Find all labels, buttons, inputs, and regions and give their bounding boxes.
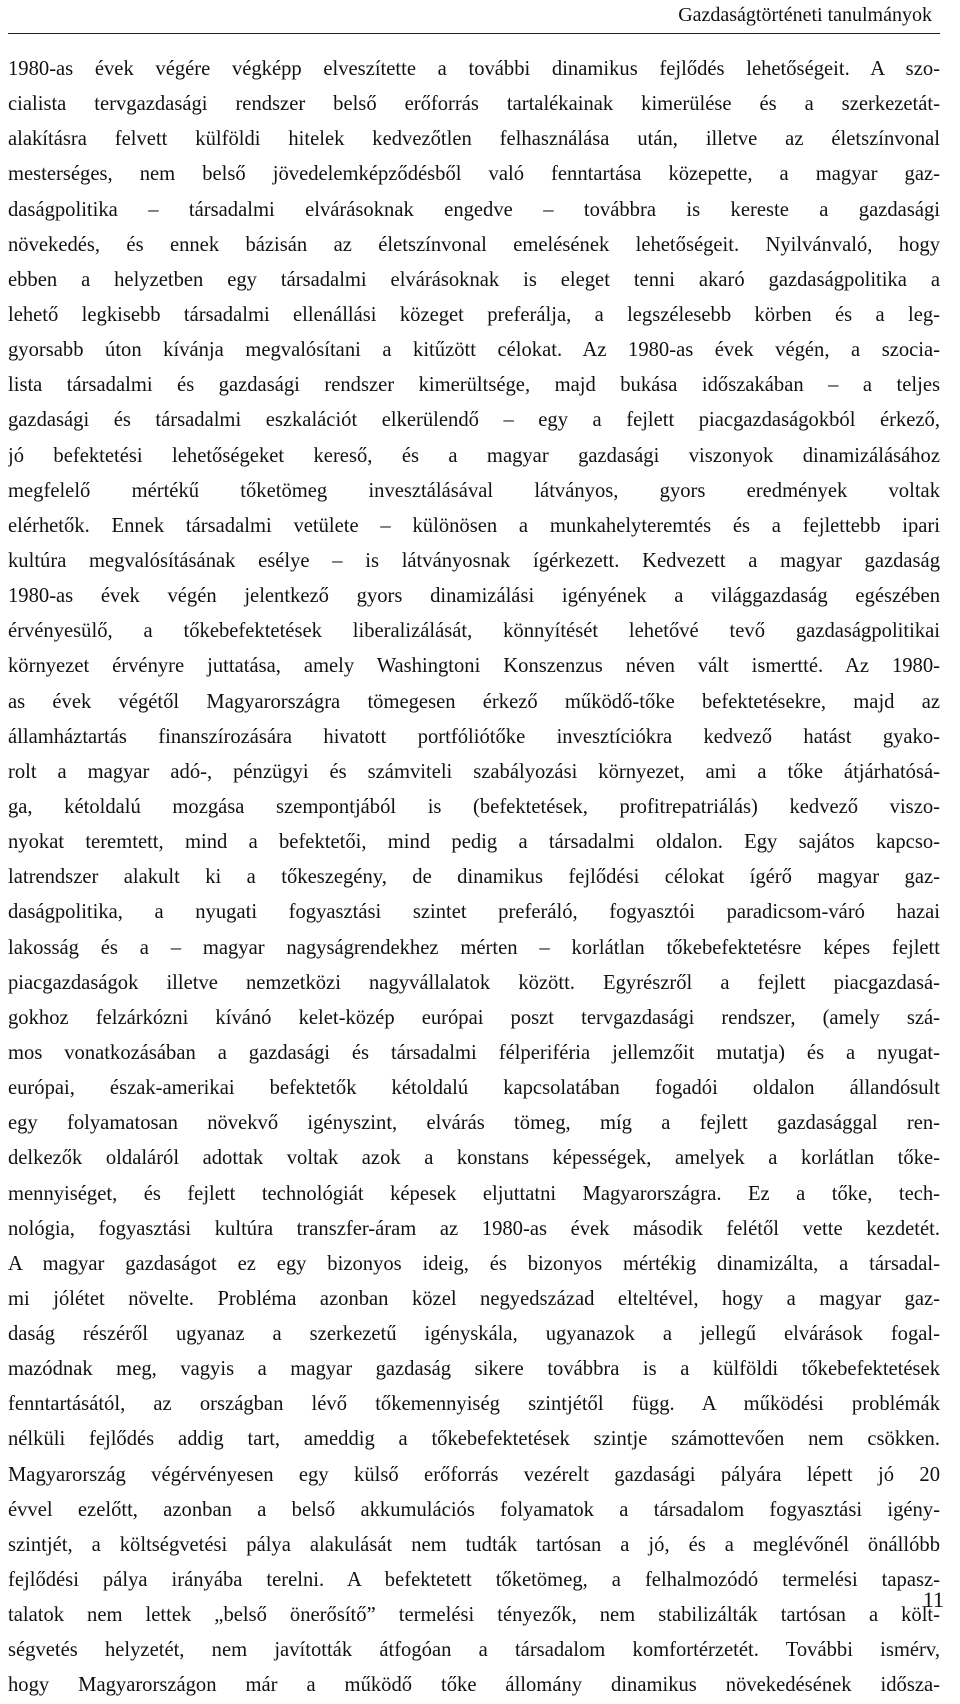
text-line: mennyiséget, és fejlett technológiát képesek eljuttatni Magyarországra. Ez a tőke, tech- <box>8 1182 940 1205</box>
text-line: gyorsabb úton kívánja megvalósítani a kitűzött célokat. Az 1980-as évek végén, a szocia- <box>8 339 940 362</box>
text-line: lakosság és a – magyar nagyságrendekhez mérten – korlátlan tőkebefektetésre képes fejlett <box>8 936 940 959</box>
text-line: lista társadalmi és gazdasági rendszer kimerültsége, majd bukása időszakában – a teljes <box>8 374 940 397</box>
text-line: nélküli fejlődés addig tart, ameddig a tőkebefektetések szintje számottevően nem csökken. <box>8 1428 940 1451</box>
text-line: kultúra megvalósításának esélye – is látványosnak ígérkezett. Kedvezett a magyar gazdaság <box>8 549 940 572</box>
body-paragraph <box>8 52 940 1704</box>
text-line: növekedés, és ennek bázisán az életszínvonal emelésének lehetőségeit. Nyilvánvaló, hogy <box>8 233 940 256</box>
text-line: alakításra felvett külföldi hitelek kedvezőtlen felhasználása után, illetve az életszínvonal <box>8 128 940 151</box>
text-line: 1980-as évek végén jelentkező gyors dinamizálási igényének a világgazdaság egészében <box>8 585 940 608</box>
text-line: évvel ezelőtt, azonban a belső akkumulációs folyamatok a társadalom fogyasztási igény- <box>8 1498 940 1521</box>
text-line: daság részéről ugyanaz a szerkezetű igényskála, ugyanazok a jellegű elvárások fogal- <box>8 1323 940 1346</box>
text-line: környezet érvényre juttatása, amely Washingtoni Konszenzus néven vált ismertté. Az 1980- <box>8 655 940 678</box>
text-line: elérhetők. Ennek társadalmi vetülete – különösen a munkahelyteremtés és a fejlettebb ipari <box>8 514 940 537</box>
text-line: érvényesülő, a tőkebefektetések liberalizálását, könnyítését lehetővé tevő gazdaságpolitikai <box>8 620 940 643</box>
text-line: lehető legkisebb társadalmi ellenállási közeget preferálja, a legszélesebb körben és a leg- <box>8 303 940 326</box>
text-line: Magyarország végérvényesen egy külső erőforrás vezérelt gazdasági pályára lépett jó 20 <box>8 1463 940 1486</box>
text-line: piacgazdaságok illetve nemzetközi nagyvállalatok között. Egyrészről a fejlett piacgazdasá- <box>8 971 940 994</box>
text-line: gokhoz felzárkózni kívánó kelet-közép európai poszt tervgazdasági rendszer, (amely szá- <box>8 1006 940 1029</box>
text-line: fenntartásától, az országban lévő tőkemennyiség szintjétől függ. A működési problémák <box>8 1393 940 1416</box>
text-line: cialista tervgazdasági rendszer belső erőforrás tartalékainak kimerülése és a szerkezetát- <box>8 93 940 116</box>
text-line: talatok nem lettek „belső önerősítő” termelési tényezők, nem stabilizálták tartósan a költ- <box>8 1604 940 1627</box>
text-line: rolt a magyar adó-, pénzügyi és számviteli szabályozási környezet, ami a tőke átjárhatósá- <box>8 760 940 783</box>
text-line: 1980-as évek végére végképp elveszítette a további dinamikus fejlődés lehetőségeit. A szo- <box>8 58 940 80</box>
text-line: as évek végétől Magyarországra tömegesen érkező működő-tőke befektetésekre, majd az <box>8 690 940 713</box>
running-header <box>8 0 940 34</box>
text-line: ségvetés helyzetét, nem javították átfogóan a társadalom komfortérzetét. További ismérv, <box>8 1639 940 1662</box>
text-line: egy folyamatosan növekvő igényszint, elvárás tömeg, míg a fejlett gazdasággal ren- <box>8 1112 940 1135</box>
text-line: latrendszer alakult ki a tőkeszegény, de dinamikus fejlődési célokat ígérő magyar gaz- <box>8 866 940 889</box>
page-number: 11 <box>922 1587 944 1612</box>
text-line: államháztartás finanszírozására hivatott portfóliótőke invesztíciókra kedvező hatást gyako- <box>8 725 940 748</box>
text-line: mi jólétet növelte. Probléma azonban közel negyedszázad elteltével, hogy a magyar gaz- <box>8 1287 940 1310</box>
text-line: szintjét, a költségvetési pálya alakulását nem tudták tartósan a jó, és a meglévőnél önállóbb <box>8 1533 940 1556</box>
running-title: Gazdaságtörténeti tanulmányok <box>678 4 932 26</box>
text-line: nológia, fogyasztási kultúra transzfer-áram az 1980-as évek második felétől vette kezdetét. <box>8 1217 940 1240</box>
text-line: hogy Magyarországon már a működő tőke állomány dinamikus növekedésének idősza- <box>8 1674 940 1697</box>
text-line: mazódnak meg, vagyis a magyar gazdaság sikere továbbra is a külföldi tőkebefektetések <box>8 1358 940 1381</box>
text-line: ga, kétoldalú mozgása szempontjából is (befektetések, profitrepatriálás) kedvező viszo- <box>8 795 940 818</box>
text-line: jó befektetési lehetőségeket kereső, és a magyar gazdasági viszonyok dinamizálásához <box>8 444 940 467</box>
text-line: megfelelő mértékű tőketömeg invesztálásával látványos, gyors eredmények voltak <box>8 479 940 502</box>
text-line: gazdasági és társadalmi eszkalációt elkerülendő – egy a fejlett piacgazdaságokból érkező, <box>8 409 940 432</box>
text-line: mesterséges, nem belső jövedelemképződésből való fenntartása közepette, a magyar gaz- <box>8 163 940 186</box>
text-line: mos vonatkozásában a gazdasági és társadalmi félperiféria jellemzőit mutatja) és a nyugat- <box>8 1041 940 1064</box>
text-line: daságpolitika – társadalmi elvárásoknak engedve – továbbra is kereste a gazdasági <box>8 198 940 221</box>
text-line: delkezők oldaláról adottak voltak azok a konstans képességek, amelyek a korlátlan tőke- <box>8 1147 940 1170</box>
text-line: daságpolitika, a nyugati fogyasztási szintet preferáló, fogyasztói paradicsom-váró hazai <box>8 901 940 924</box>
text-line: európai, észak-amerikai befektetők kétoldalú kapcsolatában fogadói oldalon állandósult <box>8 1077 940 1100</box>
text-line: nyokat teremtett, mind a befektetői, mind pedig a társadalmi oldalon. Egy sajátos kapcso- <box>8 831 940 854</box>
text-line: ebben a helyzetben egy társadalmi elvárásoknak is eleget tenni akaró gazdaságpolitika a <box>8 268 940 291</box>
text-line: fejlődési pálya irányába terelni. A befektetett tőketömeg, a felhalmozódó termelési tapasz- <box>8 1569 940 1592</box>
text-line: A magyar gazdaságot ez egy bizonyos ideig, és bizonyos mértékig dinamizálta, a társadal- <box>8 1252 940 1275</box>
